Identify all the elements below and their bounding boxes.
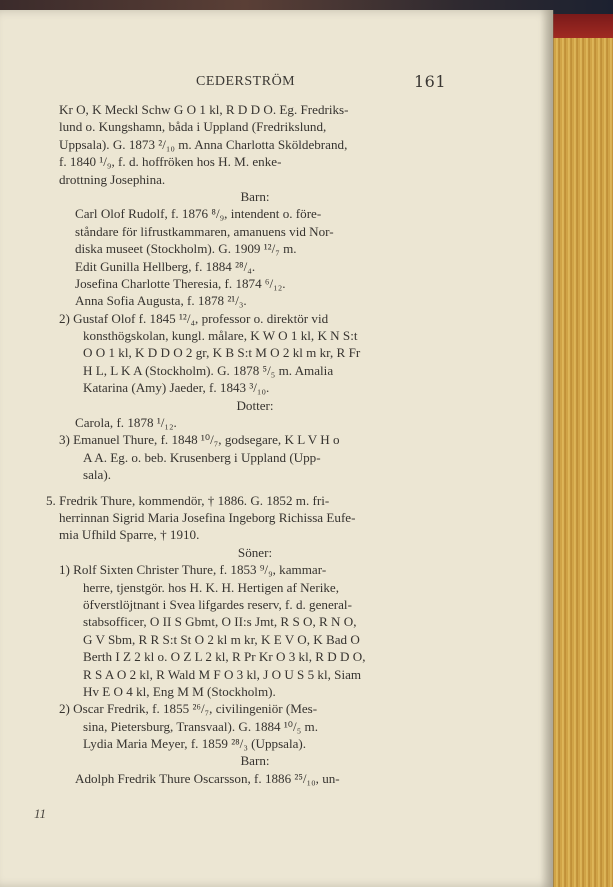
book-cover-edge bbox=[547, 14, 613, 38]
text-line: Carola, f. 1878 ¹/₁₂. bbox=[75, 415, 177, 431]
text-line: 2) Gustaf Olof f. 1845 ¹²/₄, professor o. direktör vid bbox=[59, 310, 329, 326]
text-line: Carl Olof Rudolf, f. 1876 ⁸/₉, intendent o. före- bbox=[75, 206, 322, 222]
text-line: Katarina (Amy) Jaeder, f. 1843 ³/₁₀. bbox=[83, 380, 270, 396]
signature-mark: 11 bbox=[34, 806, 47, 821]
text-line: Hv E O 4 kl, Eng M M (Stockholm). bbox=[83, 683, 276, 699]
text-line: stabsofficer, O II S Gbmt, O II:s Jmt, R S O, R N O, bbox=[83, 614, 357, 630]
text-line: konsthögskolan, kungl. målare, K W O 1 kl, K N S:t bbox=[83, 328, 358, 344]
text-line: Edit Gunilla Hellberg, f. 1884 ²⁸/₄. bbox=[75, 258, 256, 274]
text-line: Uppsala). G. 1873 ²/₁₀ m. Anna Charlotta Sköldebrand, bbox=[59, 136, 348, 152]
text-line: sina, Pietersburg, Transvaal). G. 1884 ¹⁰/₅ m. bbox=[83, 718, 318, 734]
text-line: Adolph Fredrik Thure Oscarsson, f. 1886 ²⁵/₁₀, un- bbox=[75, 770, 340, 786]
page-body bbox=[46, 101, 451, 787]
page-edge-shadow bbox=[540, 10, 554, 887]
text-line: 2) Oscar Fredrik, f. 1855 ²⁶/₇, civilingeniör (Mes- bbox=[59, 701, 318, 717]
text-line: Josefina Charlotte Theresia, f. 1874 ⁶/₁₂. bbox=[75, 275, 286, 291]
text-line: H L, L K A (Stockholm). G. 1878 ⁵/₅ m. Amalia bbox=[83, 362, 334, 378]
text-line: Berth I Z 2 kl o. O Z L 2 kl, R Pr Kr O 3 kl, R D D O, bbox=[83, 649, 366, 665]
text-line: herrinnan Sigrid Maria Josefina Ingeborg Richissa Eufe- bbox=[59, 509, 356, 525]
text-line: 5. Fredrik Thure, kommendör, † 1886. G. 1852 m. fri- bbox=[46, 492, 330, 508]
text-line: öfverstlöjtnant i Svea lifgardes reserv, f. d. general- bbox=[83, 596, 352, 612]
text-line: R S A O 2 kl, R Wald M F O 3 kl, J O U S 5 kl, Siam bbox=[83, 666, 362, 682]
text-line: G V Sbm, R R S:t St O 2 kl m kr, K E V O, K Bad O bbox=[83, 631, 360, 647]
text-line: 3) Emanuel Thure, f. 1848 ¹⁰/₇, godsegare, K L V H o bbox=[59, 432, 340, 448]
page-number: 161 bbox=[413, 72, 446, 91]
text-line: O O 1 kl, K D D O 2 gr, K B S:t M O 2 kl m kr, R Fr bbox=[83, 345, 361, 361]
page-header bbox=[196, 74, 446, 96]
text-line: Kr O, K Meckl Schw G O 1 kl, R D D O. Eg. Fredriks- bbox=[59, 102, 349, 117]
section-heading: Söner: bbox=[237, 544, 273, 560]
text-line: herre, tjenstgör. hos H. K. H. Hertigen af Nerike, bbox=[83, 579, 339, 595]
text-line: ståndare för lifrustkammaren, amanuens vid Nor- bbox=[75, 223, 334, 239]
section-heading: Barn: bbox=[240, 188, 270, 204]
running-title: CEDERSTRÖM bbox=[196, 74, 296, 89]
text-line: mia Ufhild Sparre, † 1910. bbox=[59, 527, 200, 543]
text-line: diska museet (Stockholm). G. 1909 ¹²/₇ m. bbox=[75, 241, 297, 257]
text-line: Lydia Maria Meyer, f. 1859 ²⁸/₃ (Uppsala). bbox=[83, 736, 307, 752]
text-line: drottning Josephina. bbox=[59, 171, 166, 187]
text-line: sala). bbox=[83, 467, 111, 483]
text-line: lund o. Kungshamn, båda i Uppland (Fredrikslund, bbox=[59, 119, 327, 135]
text-line: 1) Rolf Sixten Christer Thure, f. 1853 ⁹/₉, kammar- bbox=[59, 562, 327, 578]
section-heading: Barn: bbox=[240, 753, 270, 769]
text-line: Anna Sofia Augusta, f. 1878 ²¹/₃. bbox=[75, 293, 247, 309]
text-line: f. 1840 ¹/₉, f. d. hoffröken hos H. M. enke- bbox=[59, 154, 282, 170]
text-line: A A. Eg. o. beb. Krusenberg i Uppland (Upp- bbox=[83, 449, 321, 465]
section-heading: Dotter: bbox=[236, 397, 274, 413]
